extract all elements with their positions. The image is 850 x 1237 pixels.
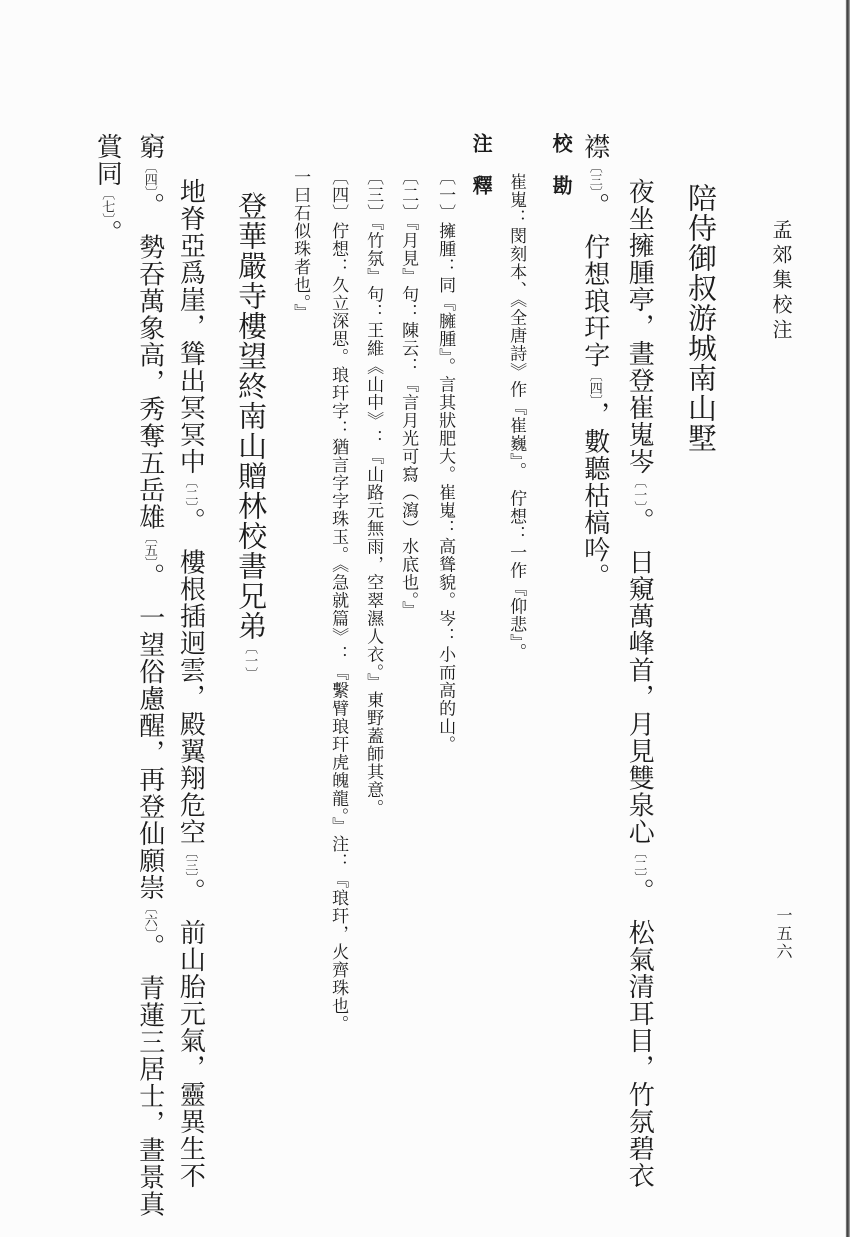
text-run: 窮	[135, 133, 165, 160]
text-run: 〔一〕擁腫：同『臃腫』。言其狀肥大。崔嵬：高聳貌。岑：小而高的山。	[436, 168, 456, 754]
poem1-line-column-1	[626, 133, 654, 1231]
annotation-section-heading: 注釋	[469, 133, 492, 217]
note-ref-marker: 〔四〕	[142, 160, 158, 193]
text-run: 。 前山胎元氣，靈異生不	[176, 878, 206, 1189]
page-number: 一五六	[774, 907, 791, 961]
main-text-block	[94, 133, 715, 1231]
poem2-line-column-2	[136, 133, 164, 1231]
text-run: 〔三〕『竹氛』句：王維《山中》：『山路元無雨，空翠濕人衣。』東野蓋師其意。	[364, 168, 384, 817]
text-run: 。 松氣清耳目，竹氛碧衣	[625, 878, 655, 1189]
text-run: 崔嵬：閔刻本、《全唐詩》作『崔巍』。 佇想：一作『仰悲』。	[507, 173, 527, 661]
note-ref-marker: 〔一〕	[632, 475, 648, 508]
text-run: 。 樓根插迥雲，殿翼翔危空	[176, 507, 206, 846]
text-run: 〔二〕『月見』句：陳云：『言月光可寫（瀉）水底也。』	[399, 168, 419, 619]
note-column-1	[436, 133, 454, 1231]
text-run: 。 佇想琅玕字	[580, 192, 610, 369]
note-ref-marker: 〔五〕	[142, 530, 158, 563]
text-run: 襟	[580, 133, 610, 160]
note-column-5	[291, 133, 309, 1231]
note-ref-marker: 〔三〕	[183, 845, 199, 878]
poem1-line-column-2	[581, 133, 609, 1231]
note-ref-marker: 〔六〕	[142, 901, 158, 934]
text-run: 夜坐擁腫亭，晝登崔嵬岑	[625, 178, 655, 475]
poem2-line-column-1	[177, 133, 205, 1231]
text-run: 。	[93, 219, 123, 247]
text-run: 〔四〕佇想：久立深思。琅玕字：猶言字字珠玉。《急就篇》：『繫臂琅玕虎魄龍。』注：『琅玕，火齊珠也。	[329, 168, 349, 1033]
poem1-title: 陪侍御叔游城南山墅	[684, 183, 716, 453]
note-column-3	[364, 133, 382, 1231]
note-ref-marker: 〔三〕	[587, 160, 603, 193]
text-run: 登華嚴寺樓望終南山贈林校書兄弟	[234, 191, 267, 641]
note-ref-marker: 〔四〕	[587, 368, 603, 401]
collation-column-1	[507, 133, 525, 1231]
text-run: 。 一望俗慮醒，再登仙願崇	[135, 563, 165, 901]
poem2-line-column-3	[94, 133, 122, 1231]
text-run: 。 日窺萬峰首，月見雙泉心	[625, 507, 655, 846]
text-run: 一曰石似珠者也。』	[291, 168, 311, 322]
running-head-book-title: 孟郊集校注	[769, 219, 791, 344]
poem2-title	[234, 133, 265, 1231]
note-column-2	[399, 133, 417, 1231]
text-run: 地脊亞爲崖，聳出冥冥中	[176, 178, 206, 475]
collation-section-heading: 校勘	[549, 133, 572, 217]
text-run: 賞同	[93, 133, 123, 187]
note-ref-marker: 〔七〕	[100, 187, 116, 220]
page-edge-shadow	[845, 0, 850, 1237]
note-ref-marker: 〔一〕	[243, 641, 259, 680]
note-ref-marker: 〔二〕	[632, 845, 648, 878]
text-run: 。 勢吞萬象高，秀奪五岳雄	[135, 192, 165, 531]
text-run: 。 青蓮三居士，晝景真	[135, 933, 165, 1218]
note-column-4	[329, 133, 347, 1231]
note-ref-marker: 〔二〕	[183, 475, 199, 508]
text-run: ，數聽枯槁吟。	[580, 401, 610, 590]
